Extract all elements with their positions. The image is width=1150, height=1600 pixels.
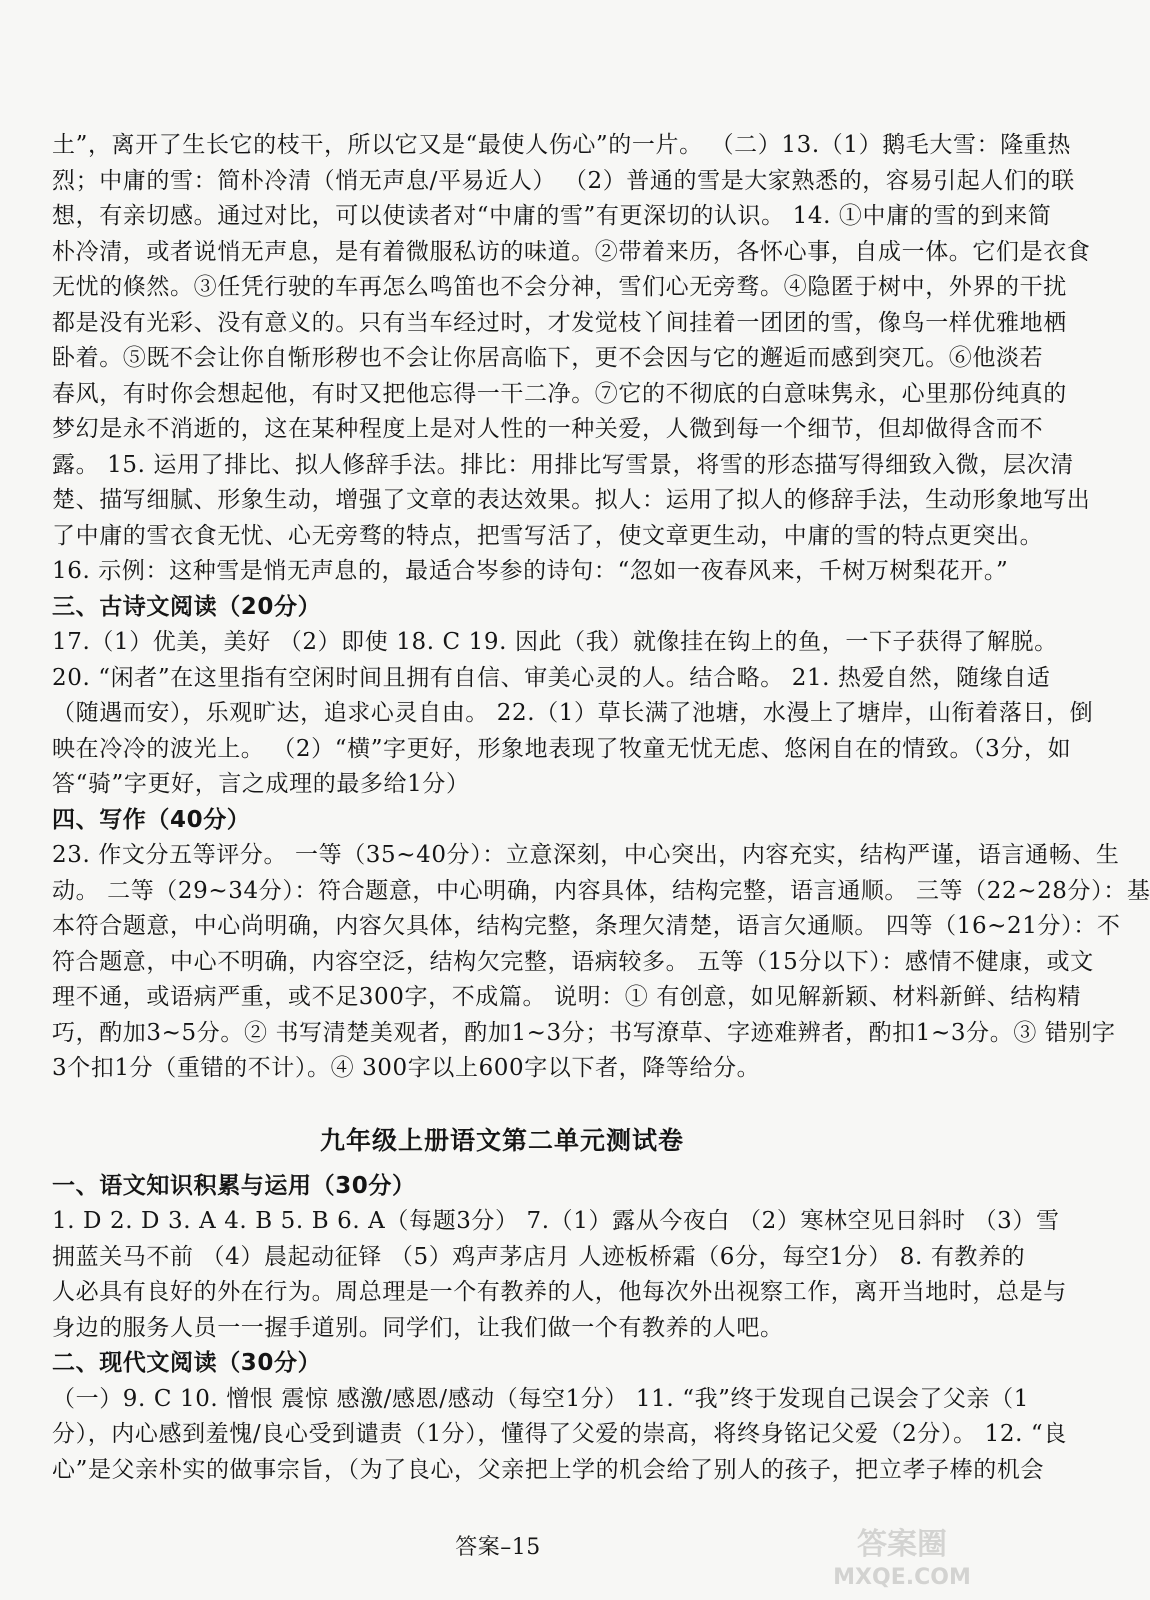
text-line: 人必具有良好的外在行为。周总理是一个有教养的人，他每次外出视察工作，离开当地时，总是与 — [52, 1279, 1067, 1305]
answer-text-part2 — [52, 1169, 1067, 1489]
section-heading: 四、写作（40分） — [52, 806, 251, 833]
text-line: 16. 示例：这种雪是悄无声息的，最适合岑参的诗句：“忽如一夜春风来，千树万树梨花开。” — [52, 558, 1009, 584]
text-line: 无忧的倏然。③任凭行驶的车再怎么鸣笛也不会分神，雪们心无旁骛。④隐匿于树中，外界的干扰 — [52, 274, 1067, 300]
text-line: 身边的服务人员一一握手道别。同学们，让我们做一个有教养的人吧。 — [52, 1314, 784, 1341]
text-line: 朴冷清，或者说悄无声息，是有着微服私访的味道。②带着来历，各怀心事，自成一体。它们是衣食 — [52, 238, 1091, 265]
text-line: （一）9. C 10. 憎恨 震惊 感激/感恩/感动（每空1分） 11. “我”终于发现自己误会了父亲（1 — [52, 1385, 1029, 1412]
section-heading: 二、现代文阅读（30分） — [52, 1350, 322, 1376]
watermark-logo — [822, 1520, 982, 1592]
answer-text-part1 — [52, 128, 1150, 1087]
text-line: 理不通，或语病严重，或不足300字，不成篇。 说明：① 有创意，如见解新颖、材料新鲜、结构精 — [52, 984, 1082, 1010]
page-number: 答案–15 — [455, 1535, 541, 1560]
text-line: 都是没有光彩、没有意义的。只有当车经过时，才发觉枝丫间挂着一团团的雪，像鸟一样优雅地栖 — [52, 309, 1067, 336]
text-line: （随遇而安），乐观旷达，追求心灵自由。 22.（1）草长满了池塘，水漫上了塘岸，山衔着落日，倒 — [52, 700, 1094, 726]
text-line: 映在冷冷的波光上。 （2）“横”字更好，形象地表现了牧童无忧无虑、悠闲自在的情致。（3分，如 — [52, 735, 1072, 762]
watermark-text-cn: 答案圈 — [857, 1527, 947, 1562]
text-line: 分），内心感到羞愧/良心受到谴责（1分），懂得了父爱的崇高，将终身铭记父爱（2分）。 12. “良 — [52, 1421, 1067, 1447]
text-line: 本符合题意，中心尚明确，内容欠具体，结构完整，条理欠清楚，语言欠通顺。 四等（16~21分）：不 — [52, 913, 1121, 939]
answer-page — [52, 128, 1150, 1488]
text-line: 土”，离开了生长它的枝干，所以它又是“最使人伤心”的一片。 （二）13.（1）鹅毛大雪：隆重热 — [52, 132, 1071, 158]
text-line: 答“骑”字更好，言之成理的最多给1分） — [52, 771, 470, 797]
text-line: 17.（1）优美，美好 （2）即使 18. C 19. 因此（我）就像挂在钩上的鱼，一下子获得了解脱。 — [52, 629, 1058, 655]
text-line: 23. 作文分五等评分。 一等（35~40分）：立意深刻，中心突出，内容充实，结构严谨，语言通畅、生 — [52, 842, 1120, 868]
text-line: 20. “闲者”在这里指有空闲时间且拥有自信、审美心灵的人。结合略。 21. 热爱自然，随缘自适 — [52, 664, 1051, 691]
watermark-text-en: MXQE.COM — [833, 1565, 971, 1590]
text-line: 烈；中庸的雪：简朴冷清（悄无声息/平易近人） （2）普通的雪是大家熟悉的，容易引起人们的联 — [52, 167, 1075, 194]
text-line: 春风，有时你会想起他，有时又把他忘得一干二净。⑦它的不彻底的白意味隽永，心里那份纯真的 — [52, 380, 1067, 407]
text-line: 巧，酌加3~5分。② 书写清楚美观者，酌加1~3分；书写潦草、字迹难辨者，酌扣1~3分。③ 错别字 — [52, 1019, 1116, 1046]
text-line: 了中庸的雪衣食无忧、心无旁骛的特点，把雪写活了，使文章更生动，中庸的雪的特点更突出。 — [52, 522, 1044, 549]
text-line: 楚、描写细腻、形象生动，增强了文章的表达效果。拟人：运用了拟人的修辞手法，生动形象地写出 — [52, 487, 1091, 513]
text-line: 想，有亲切感。通过对比，可以使读者对“中庸的雪”有更深切的认识。 14. ①中庸的雪的到来简 — [52, 203, 1052, 229]
text-line: 拥蓝关马不前 （4）晨起动征铎 （5）鸡声茅店月 人迹板桥霜（6分，每空1分） 8. 有教养的 — [52, 1243, 1026, 1270]
text-line: 心”是父亲朴实的做事宗旨，（为了良心，父亲把上学的机会给了别人的孩子，把立孝子棒的机会 — [52, 1456, 1045, 1483]
text-line: 梦幻是永不消逝的，这在某种程度上是对人性的一种关爱，人微到每一个细节，但却做得含而不 — [52, 416, 1044, 442]
text-line: 3个扣1分（重错的不计）。④ 300字以上600字以下者，降等给分。 — [52, 1055, 761, 1081]
section-heading: 三、古诗文阅读（20分） — [52, 593, 322, 620]
text-line: 符合题意，中心不明确，内容空泛，结构欠完整，语病较多。 五等（15分以下）：感情不健康，或文 — [52, 948, 1094, 975]
text-line: 1. D 2. D 3. A 4. B 5. B 6. A（每题3分） 7.（1）露从今夜白 （2）寒林空见日斜时 （3）雪 — [52, 1208, 1060, 1234]
section-title: 九年级上册语文第二单元测试卷 — [319, 1125, 684, 1155]
text-line: 动。 二等（29~34分）：符合题意，中心明确，内容具体，结构完整，语言通顺。 三等（22~28分）：基 — [52, 877, 1150, 904]
text-line: 卧着。⑤既不会让你自惭形秽也不会让你居高临下，更不会因与它的邂逅而感到突兀。⑥他淡若 — [52, 345, 1044, 371]
section-heading: 一、语文知识积累与运用（30分） — [52, 1172, 416, 1199]
text-line: 露。 15. 运用了排比、拟人修辞手法。排比：用排比写雪景，将雪的形态描写得细致入微，层次清 — [52, 451, 1074, 478]
